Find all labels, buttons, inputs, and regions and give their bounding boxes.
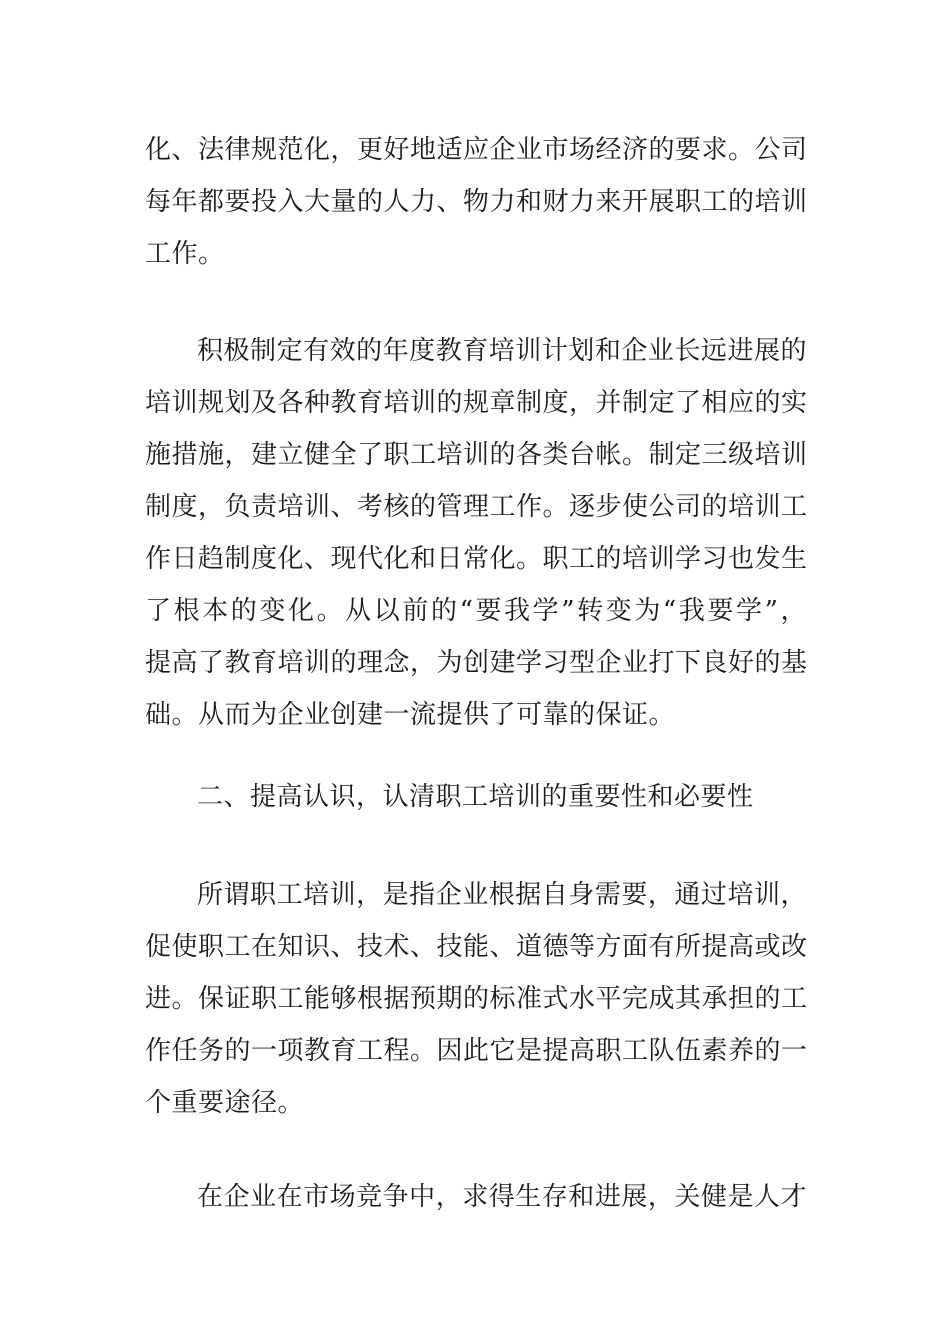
text-line: 所谓职工培训，是指企业根据自身需要，通过培训， [197, 880, 807, 910]
text-line: 进。保证职工能够根据预期的标准式水平完成其承担的工 [145, 984, 808, 1014]
text-line: 化、法律规范化，更好地适应企业市场经济的要求。公司 [145, 135, 808, 165]
section-heading-text: 二、提高认识，认清职工培训的重要性和必要性 [197, 782, 754, 812]
paragraph-training-definition [145, 869, 807, 1129]
text-line: 础。从而为企业创建一流提供了可靠的保证。 [145, 700, 676, 730]
section-heading [145, 771, 807, 823]
text-line: 培训规划及各种教育培训的规章制度，并制定了相应的实 [145, 388, 808, 418]
text-line: 在企业在市场竞争中，求得生存和进展，关健是人才 [197, 1182, 807, 1212]
text-line: 施措施，建立健全了职工培训的各类台帐。制定三级培训 [145, 440, 808, 470]
text-line: 工作。 [145, 239, 225, 269]
paragraph-training-plan [145, 325, 807, 741]
text-line: 每年都要投入大量的人力、物力和财力来开展职工的培训 [145, 187, 808, 217]
paragraph-continuation [145, 124, 807, 280]
text-line: 制度，负责培训、考核的管理工作。逐步使公司的培训工 [145, 492, 808, 522]
text-line: 了根本的变化。从以前的“要我学”转变为“我要学”， [145, 596, 807, 626]
text-line: 个重要途径。 [145, 1088, 305, 1118]
text-line: 促使职工在知识、技术、技能、道德等方面有所提高或改 [145, 932, 808, 962]
text-line: 积极制定有效的年度教育培训计划和企业长远进展的 [197, 336, 807, 366]
text-line: 作日趋制度化、现代化和日常化。职工的培训学习也发生 [145, 544, 808, 574]
paragraph-market-competition [145, 1171, 807, 1223]
text-line: 作任务的一项教育工程。因此它是提高职工队伍素养的一 [145, 1036, 808, 1066]
text-line: 提高了教育培训的理念，为创建学习型企业打下良好的基 [145, 648, 808, 678]
